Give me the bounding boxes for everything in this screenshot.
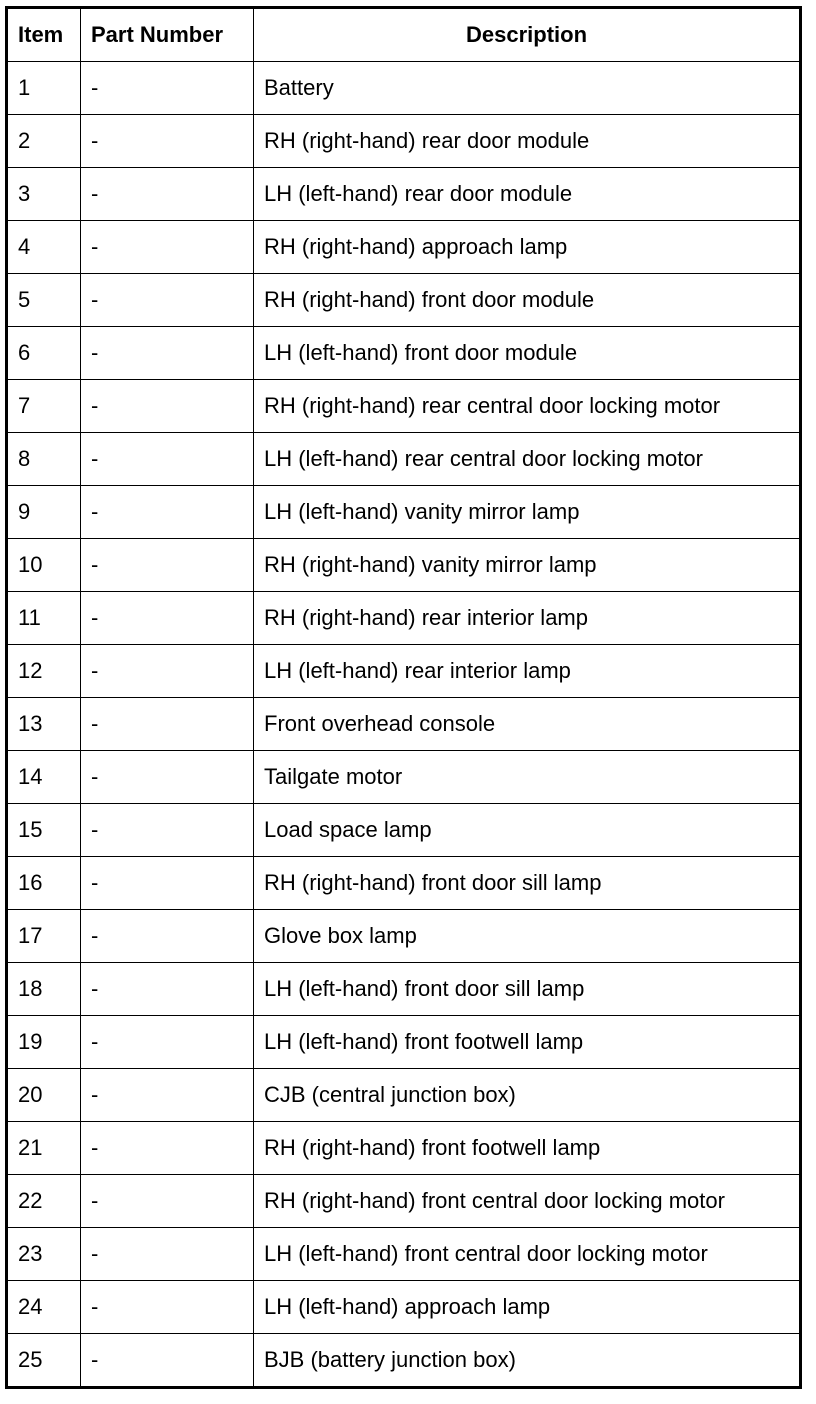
item-cell: 19 bbox=[7, 1016, 81, 1069]
description-cell: LH (left-hand) rear interior lamp bbox=[254, 645, 801, 698]
table-body bbox=[7, 62, 801, 1388]
part-number-cell: - bbox=[81, 592, 254, 645]
part-number-cell: - bbox=[81, 62, 254, 115]
table-row bbox=[7, 1175, 801, 1228]
table-row bbox=[7, 645, 801, 698]
part-number-cell: - bbox=[81, 857, 254, 910]
table-row bbox=[7, 1228, 801, 1281]
part-number-cell: - bbox=[81, 1228, 254, 1281]
part-number-cell: - bbox=[81, 1122, 254, 1175]
item-cell: 9 bbox=[7, 486, 81, 539]
part-number-cell: - bbox=[81, 274, 254, 327]
table-row bbox=[7, 486, 801, 539]
part-number-cell: - bbox=[81, 168, 254, 221]
table-row bbox=[7, 1122, 801, 1175]
part-number-cell: - bbox=[81, 910, 254, 963]
item-cell: 18 bbox=[7, 963, 81, 1016]
description-cell: LH (left-hand) rear door module bbox=[254, 168, 801, 221]
part-number-cell: - bbox=[81, 433, 254, 486]
item-cell: 7 bbox=[7, 380, 81, 433]
part-number-cell: - bbox=[81, 115, 254, 168]
item-cell: 1 bbox=[7, 62, 81, 115]
table-row bbox=[7, 115, 801, 168]
description-cell: BJB (battery junction box) bbox=[254, 1334, 801, 1388]
description-column-header: Description bbox=[254, 8, 801, 62]
description-cell: RH (right-hand) approach lamp bbox=[254, 221, 801, 274]
description-cell: LH (left-hand) approach lamp bbox=[254, 1281, 801, 1334]
item-cell: 23 bbox=[7, 1228, 81, 1281]
description-cell: LH (left-hand) front door sill lamp bbox=[254, 963, 801, 1016]
table-row bbox=[7, 274, 801, 327]
item-cell: 21 bbox=[7, 1122, 81, 1175]
description-cell: Battery bbox=[254, 62, 801, 115]
item-cell: 2 bbox=[7, 115, 81, 168]
item-cell: 25 bbox=[7, 1334, 81, 1388]
description-cell: RH (right-hand) front footwell lamp bbox=[254, 1122, 801, 1175]
part-number-cell: - bbox=[81, 1175, 254, 1228]
item-cell: 3 bbox=[7, 168, 81, 221]
part-number-cell: - bbox=[81, 380, 254, 433]
item-cell: 10 bbox=[7, 539, 81, 592]
part-number-cell: - bbox=[81, 963, 254, 1016]
table-row bbox=[7, 539, 801, 592]
description-cell: CJB (central junction box) bbox=[254, 1069, 801, 1122]
table-row bbox=[7, 857, 801, 910]
item-cell: 12 bbox=[7, 645, 81, 698]
table-row bbox=[7, 1281, 801, 1334]
description-cell: Front overhead console bbox=[254, 698, 801, 751]
table-row bbox=[7, 910, 801, 963]
table-row bbox=[7, 221, 801, 274]
description-cell: RH (right-hand) rear central door locking motor bbox=[254, 380, 801, 433]
description-cell: LH (left-hand) front central door locking motor bbox=[254, 1228, 801, 1281]
part-number-cell: - bbox=[81, 698, 254, 751]
table-row bbox=[7, 592, 801, 645]
item-cell: 22 bbox=[7, 1175, 81, 1228]
part-number-cell: - bbox=[81, 486, 254, 539]
part-number-cell: - bbox=[81, 1069, 254, 1122]
item-cell: 13 bbox=[7, 698, 81, 751]
item-cell: 4 bbox=[7, 221, 81, 274]
part-number-cell: - bbox=[81, 1334, 254, 1388]
item-cell: 20 bbox=[7, 1069, 81, 1122]
table-row bbox=[7, 433, 801, 486]
table-row bbox=[7, 751, 801, 804]
table-row bbox=[7, 380, 801, 433]
part-number-cell: - bbox=[81, 539, 254, 592]
table-row bbox=[7, 1334, 801, 1388]
table-row bbox=[7, 1069, 801, 1122]
item-cell: 14 bbox=[7, 751, 81, 804]
table-row bbox=[7, 804, 801, 857]
part-number-cell: - bbox=[81, 221, 254, 274]
part-number-cell: - bbox=[81, 327, 254, 380]
part-number-column-header: Part Number bbox=[81, 8, 254, 62]
description-cell: LH (left-hand) vanity mirror lamp bbox=[254, 486, 801, 539]
description-cell: RH (right-hand) front door sill lamp bbox=[254, 857, 801, 910]
part-number-cell: - bbox=[81, 1016, 254, 1069]
header-row bbox=[7, 8, 801, 62]
item-cell: 16 bbox=[7, 857, 81, 910]
item-cell: 8 bbox=[7, 433, 81, 486]
part-number-cell: - bbox=[81, 645, 254, 698]
parts-table bbox=[5, 6, 802, 1389]
table-row bbox=[7, 168, 801, 221]
table-row bbox=[7, 963, 801, 1016]
part-number-cell: - bbox=[81, 751, 254, 804]
description-cell: Tailgate motor bbox=[254, 751, 801, 804]
description-cell: RH (right-hand) front door module bbox=[254, 274, 801, 327]
description-cell: RH (right-hand) rear interior lamp bbox=[254, 592, 801, 645]
part-number-cell: - bbox=[81, 1281, 254, 1334]
description-cell: RH (right-hand) rear door module bbox=[254, 115, 801, 168]
description-cell: LH (left-hand) front footwell lamp bbox=[254, 1016, 801, 1069]
item-cell: 11 bbox=[7, 592, 81, 645]
item-cell: 15 bbox=[7, 804, 81, 857]
description-cell: RH (right-hand) front central door locking motor bbox=[254, 1175, 801, 1228]
description-cell: LH (left-hand) rear central door locking motor bbox=[254, 433, 801, 486]
table-row bbox=[7, 1016, 801, 1069]
item-column-header: Item bbox=[7, 8, 81, 62]
description-cell: Glove box lamp bbox=[254, 910, 801, 963]
part-number-cell: - bbox=[81, 804, 254, 857]
table-row bbox=[7, 62, 801, 115]
item-cell: 24 bbox=[7, 1281, 81, 1334]
description-cell: LH (left-hand) front door module bbox=[254, 327, 801, 380]
description-cell: RH (right-hand) vanity mirror lamp bbox=[254, 539, 801, 592]
table-row bbox=[7, 698, 801, 751]
item-cell: 5 bbox=[7, 274, 81, 327]
item-cell: 17 bbox=[7, 910, 81, 963]
table-row bbox=[7, 327, 801, 380]
description-cell: Load space lamp bbox=[254, 804, 801, 857]
item-cell: 6 bbox=[7, 327, 81, 380]
